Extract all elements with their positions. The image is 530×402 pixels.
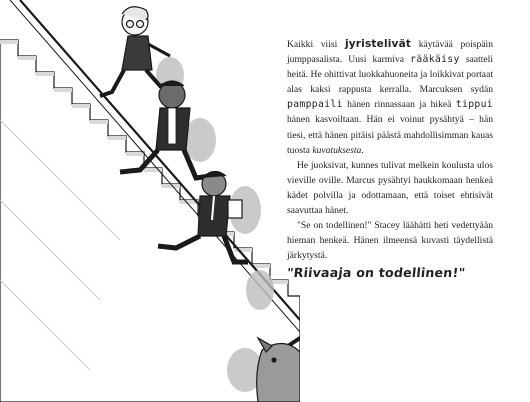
story-text — [287, 37, 493, 281]
paragraph-1: Kaikki viisi jyristelivät käytävää poispäin jumppasalista. Uusi karmiva rääkäisy saatteli heitä. He ohittivat luokkahuoneita ja loikkivat portaat alas kaksi rappusta kerralla. Marcuksen sydän pamppaili hänen rinnassaan ja hikeä tippui hänen kasvoiltaan. Hän ei voinut pysähtyä – hän tiesi, että hänen pitäisi päästä mahdollisimman kauas tuosta kuvatuksesta. — [287, 38, 493, 156]
paragraph-3: "Se on todellinen!" Stacey läähätti heti vedettyään hieman henkeä. Hänen ilmeensä kuvasti täydellistä järkytystä. — [287, 220, 493, 262]
display-word-tippui: tippui — [455, 99, 493, 111]
paragraph-2: He juoksivat, kunnes tulivat melkein koulusta ulos vieville oville. Marcus pysähtyi haukkomaan henkeä kädet polvilla ja odottamaan, että toiset ehtisivät saavuttaa hänet. — [287, 159, 493, 217]
character-boy-glasses — [100, 7, 170, 96]
display-word-pamppaili: pamppaili — [287, 99, 343, 111]
display-word-jyristelivat: jyristelivät — [344, 38, 412, 50]
dog — [257, 338, 300, 402]
display-word-raakaisy: rääkäisy — [410, 54, 460, 66]
shout-line: "Riivaaja on todellinen!" — [286, 265, 467, 281]
italic-word-kuvatuksesta: kuvatuksesta — [312, 144, 362, 156]
